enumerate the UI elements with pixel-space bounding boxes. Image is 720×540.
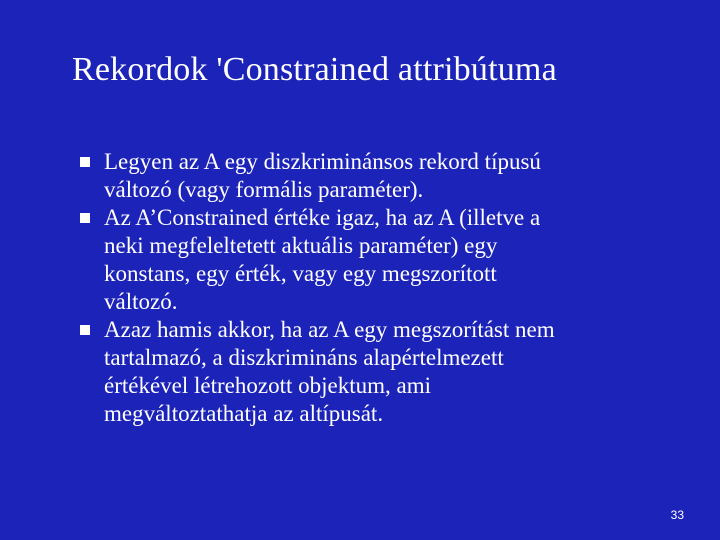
bullet-line: Az A’Constrained értéke igaz, ha az A (illetve a	[104, 205, 541, 230]
bullet-line: változó.	[104, 289, 178, 314]
bullet-line: neki megfeleltetett aktuális paraméter) egy	[104, 233, 498, 258]
bullet-line: tartalmazó, a diszkrimináns alapértelmezett	[104, 345, 504, 370]
bullet-line: konstans, egy érték, vagy egy megszorított	[104, 261, 497, 286]
square-bullet-icon	[80, 157, 90, 167]
square-bullet-icon	[80, 213, 90, 223]
square-bullet-icon	[80, 325, 90, 335]
page-number: 33	[670, 508, 684, 522]
bullet-list	[80, 148, 680, 428]
bullet-line: Azaz hamis akkor, ha az A egy megszorítást nem	[104, 317, 555, 342]
slide-title: Rekordok 'Constrained attribútuma	[72, 51, 557, 88]
bullet-line: megváltoztathatja az altípusát.	[104, 401, 384, 426]
bullet-item-1	[80, 148, 680, 204]
bullet-item-2	[80, 204, 680, 316]
bullet-line: változó (vagy formális paraméter).	[104, 177, 424, 202]
bullet-line: Legyen az A egy diszkriminánsos rekord típusú	[104, 149, 541, 174]
bullet-line: értékével létrehozott objektum, ami	[104, 373, 431, 398]
bullet-item-3	[80, 316, 680, 428]
